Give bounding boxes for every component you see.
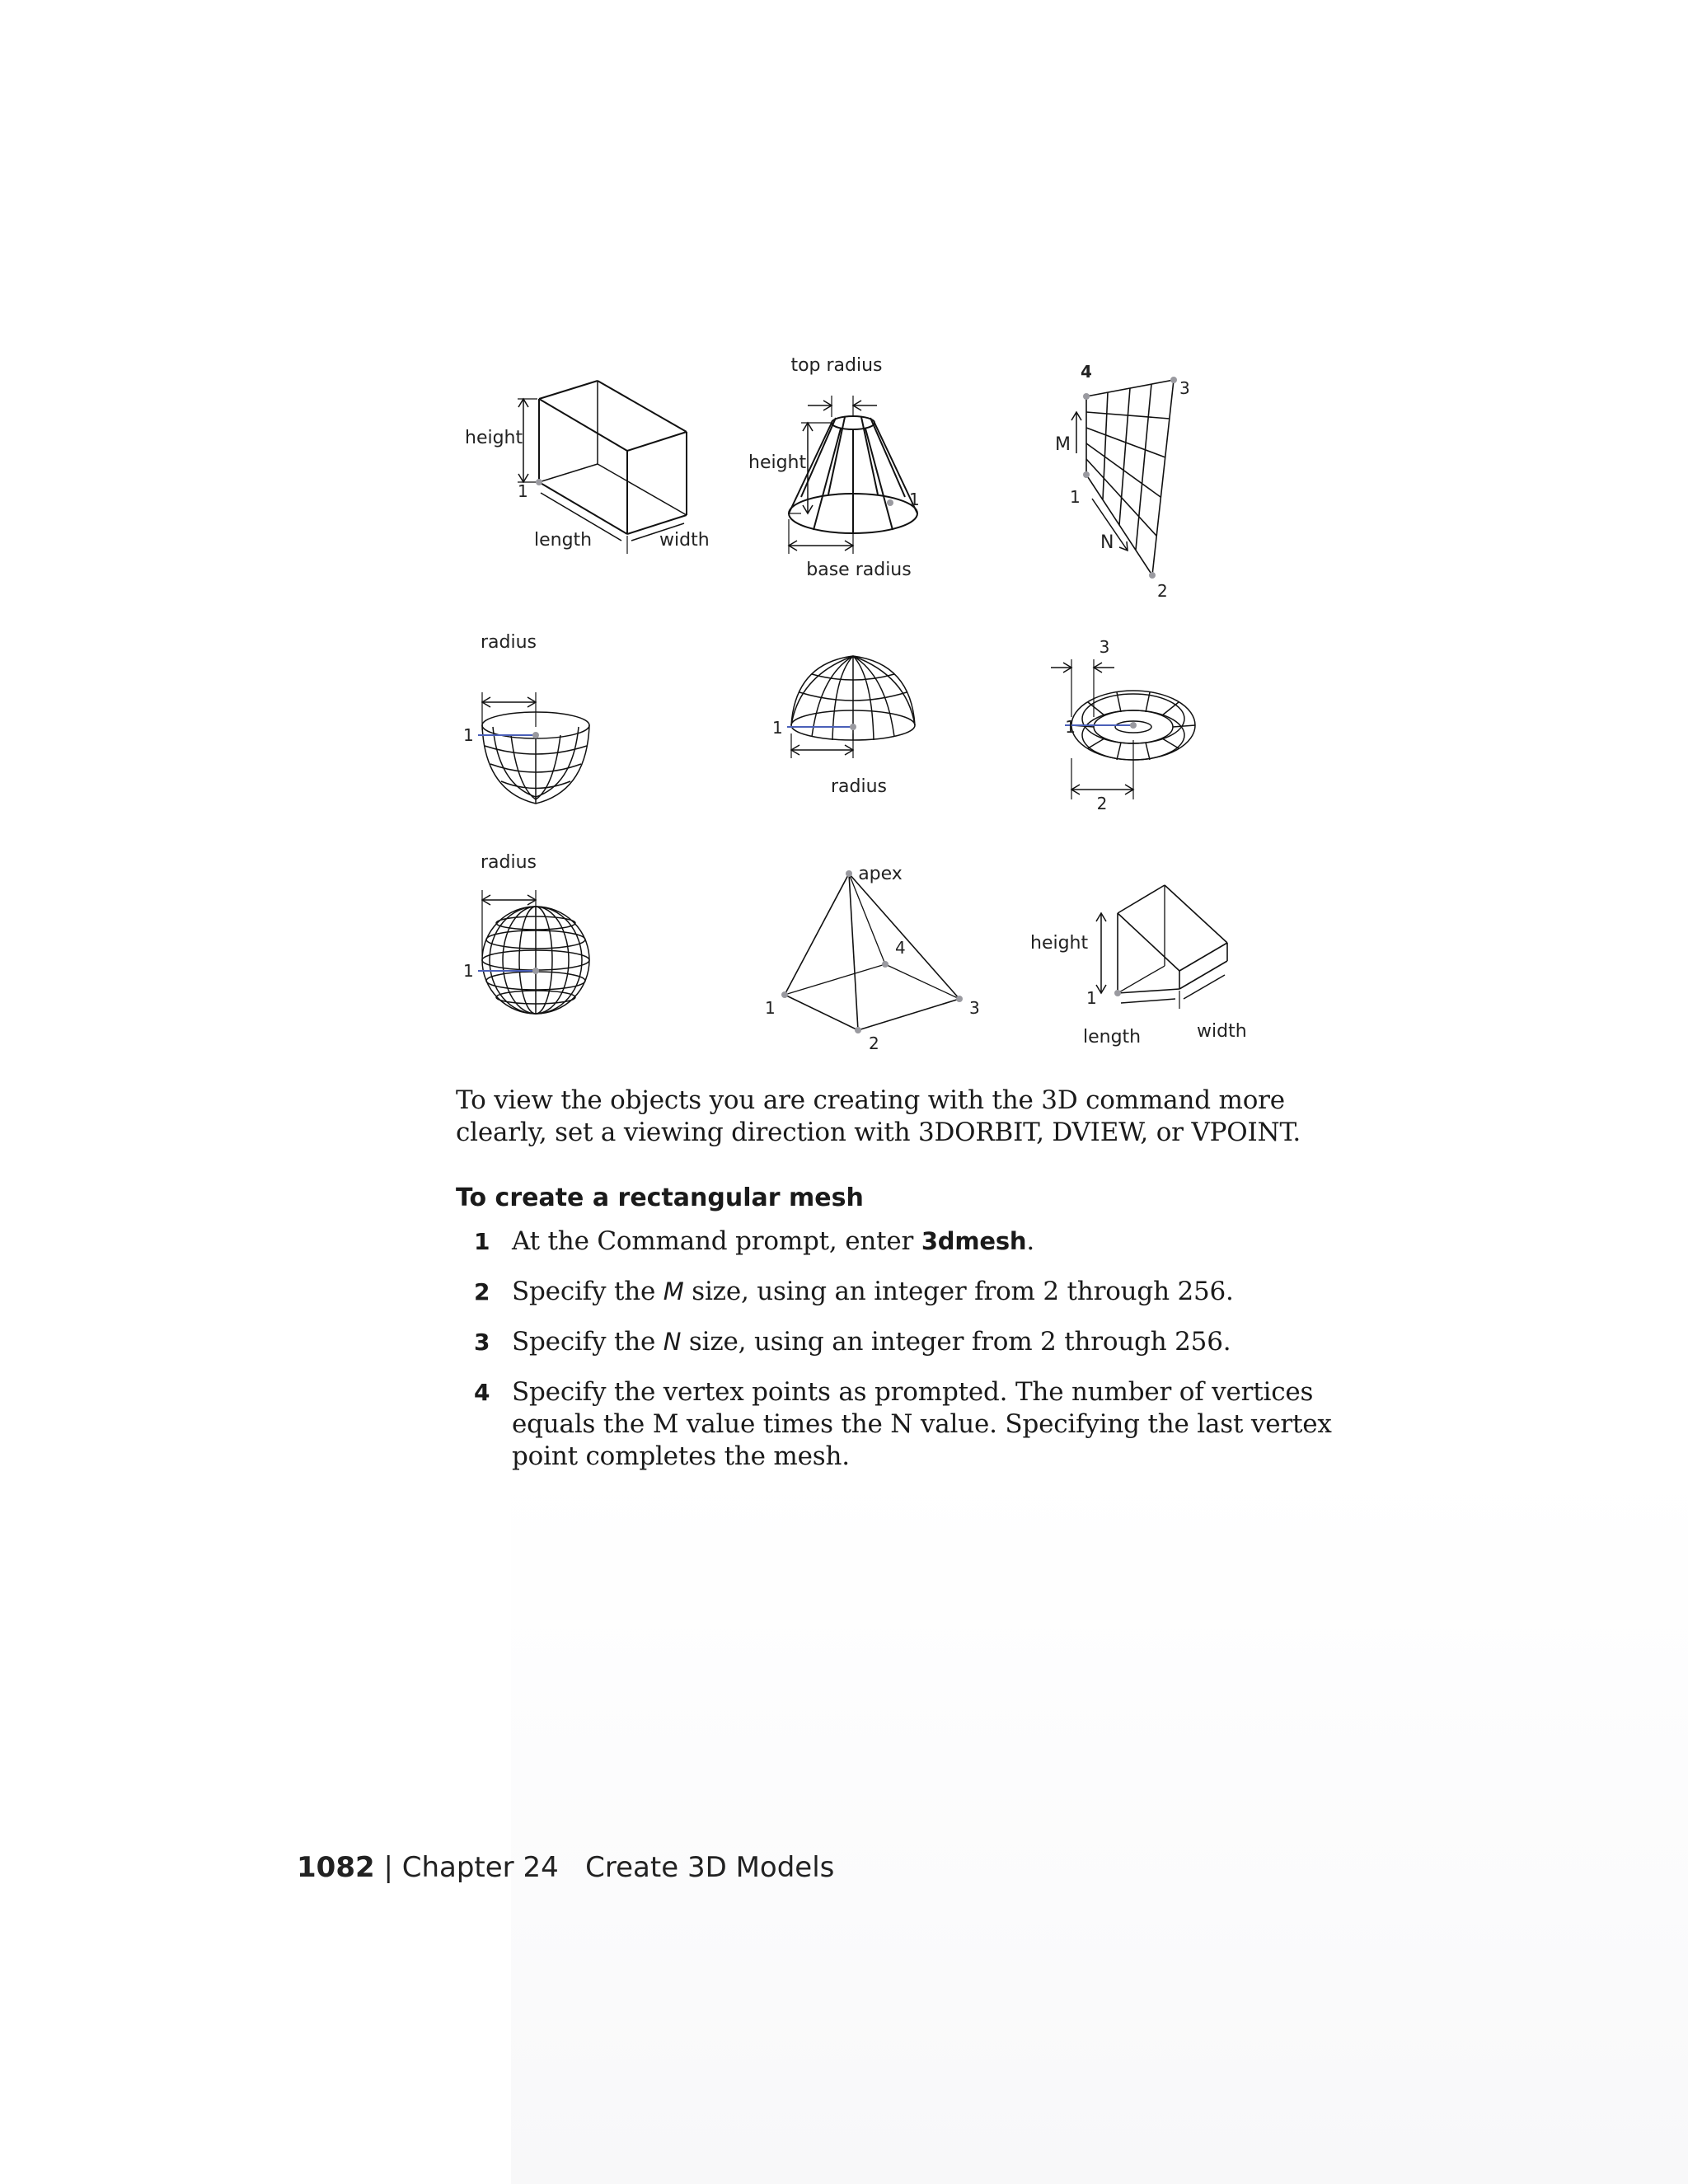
footer-separator: | (374, 1851, 402, 1884)
3d-objects-figure (445, 346, 1319, 1071)
wedge-point-1: 1 (1086, 988, 1097, 1008)
step-text-part: . (1026, 1226, 1035, 1256)
cone-height-label: height (748, 452, 807, 473)
mesh-point-2: 2 (1157, 581, 1168, 601)
dish-point-1: 1 (463, 725, 474, 745)
variable-name: N (663, 1328, 682, 1356)
pyramid-apex-label: apex (858, 864, 903, 884)
step-text (512, 1276, 1362, 1308)
step-item (456, 1276, 1362, 1308)
pyramid-point-3: 3 (969, 998, 980, 1018)
dome-drawing (791, 656, 915, 758)
pyramid-point-4: 4 (895, 938, 906, 958)
pyramid-point-2: 2 (869, 1033, 879, 1053)
step-item (456, 1226, 1362, 1258)
page-footer (297, 1851, 834, 1884)
intro-paragraph: To view the objects you are creating with the 3D command more clearly, set a viewing direction with 3DORBIT, DVIEW, or VPOINT. (456, 1085, 1301, 1147)
box-drawing (518, 381, 687, 554)
command-name: 3dmesh (921, 1227, 1027, 1255)
procedure-title: To create a rectangular mesh (456, 1183, 864, 1212)
step-text: Specify the vertex points as prompted. The number of vertices equals the M value times the N value. Specifying the last vertex point completes the mesh. (512, 1377, 1332, 1471)
wedge-length-label: length (1083, 1027, 1142, 1047)
chapter-title: Create 3D Models (585, 1851, 835, 1884)
step-text-part: size, using an integer from 2 through 256. (683, 1277, 1234, 1306)
torus-point-2: 2 (1096, 794, 1108, 813)
dome-point-1: 1 (772, 718, 783, 738)
cone-point-1: 1 (909, 490, 920, 509)
sphere-point-1: 1 (463, 961, 474, 981)
mesh-m-label: M (1055, 434, 1071, 455)
step-item (456, 1326, 1362, 1358)
cone-drawing (788, 396, 917, 554)
procedure-steps (456, 1226, 1362, 1491)
sphere-drawing (482, 890, 589, 1014)
step-text-part: size, using an integer from 2 through 256. (681, 1327, 1231, 1357)
step-text-part: At the Command prompt, enter (512, 1226, 921, 1256)
chapter-label: Chapter 24 (401, 1851, 559, 1884)
mesh-point-3: 3 (1179, 378, 1190, 398)
dome-radius-label: radius (830, 776, 888, 797)
step-number: 2 (474, 1278, 490, 1305)
step-text (512, 1326, 1362, 1358)
wedge-height-label: height (1030, 933, 1089, 954)
box-width-label: width (659, 530, 710, 551)
pyramid-drawing (785, 874, 959, 1030)
mesh-n-label: N (1100, 532, 1114, 553)
sphere-radius-label: radius (480, 852, 537, 873)
step-number: 4 (474, 1379, 490, 1406)
cone-top-radius-label: top radius (790, 355, 883, 376)
dish-drawing (482, 692, 589, 804)
pyramid-point-1: 1 (765, 998, 776, 1018)
step-text-part: Specify the (512, 1277, 663, 1306)
step-item (456, 1376, 1362, 1473)
dish-radius-label: radius (480, 632, 537, 653)
mesh-point-4: 4 (1081, 362, 1092, 382)
wedge-width-label: width (1197, 1021, 1247, 1042)
torus-point-3: 3 (1099, 637, 1110, 657)
step-number: 3 (474, 1329, 490, 1356)
step-text-part: Specify the (512, 1327, 663, 1357)
step-number: 1 (474, 1228, 490, 1255)
torus-point-1: 1 (1065, 717, 1076, 737)
box-height-label: height (465, 428, 523, 448)
mesh-point-1: 1 (1070, 487, 1081, 507)
box-point-1: 1 (518, 481, 528, 501)
page-shade (511, 1467, 1688, 2184)
step-text (512, 1226, 1362, 1258)
wedge-drawing (1096, 885, 1227, 1009)
page-number: 1082 (297, 1851, 375, 1884)
variable-name: M (663, 1277, 684, 1305)
box-length-label: length (534, 530, 593, 551)
cone-base-radius-label: base radius (806, 560, 912, 580)
